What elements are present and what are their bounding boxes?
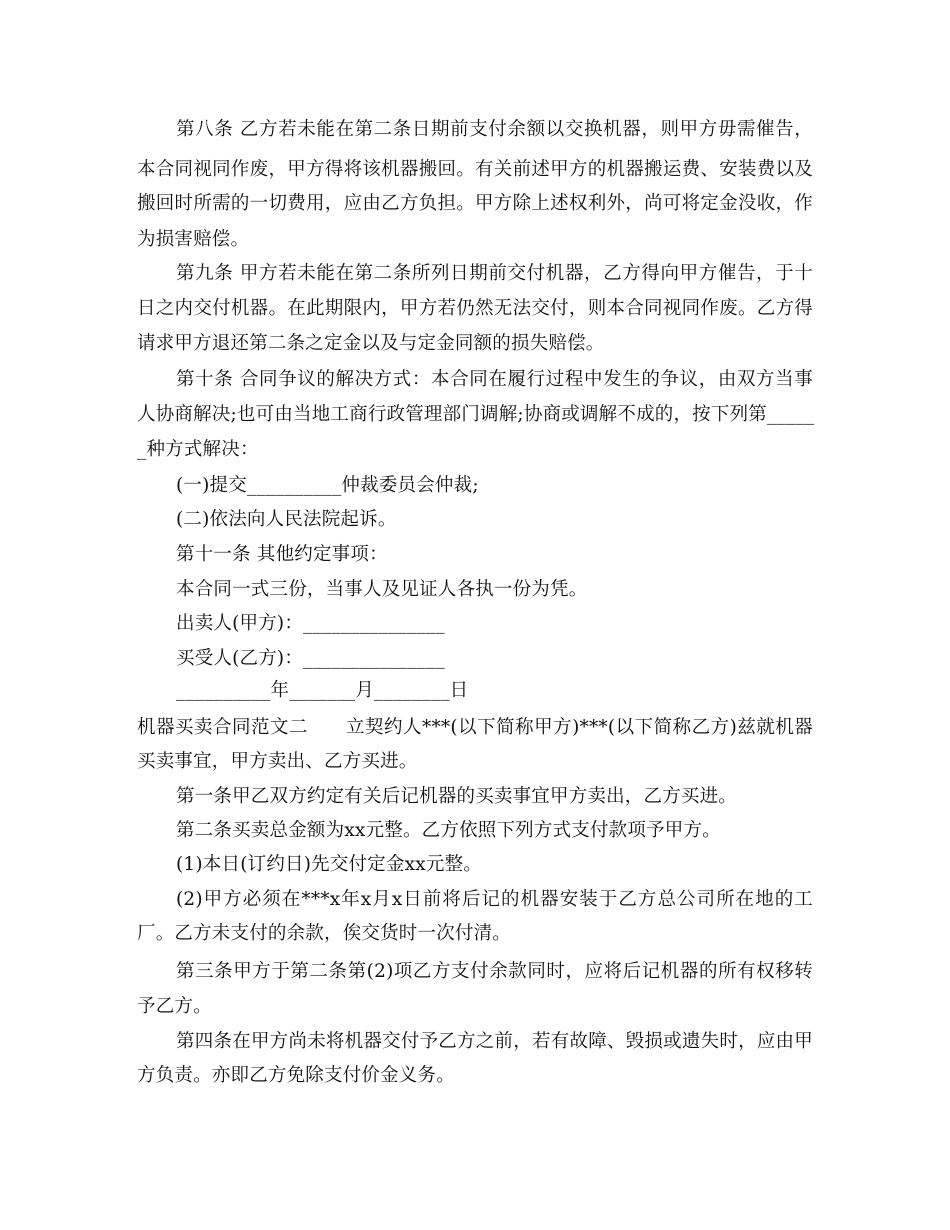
sample-2-item-1-line: (1)本日(订约日)先交付定金xx元整。 [176,854,483,875]
sample-2-article-3-line-2: 予乙方。 [137,996,212,1017]
sample-2-article-3-line-1: 第三条甲方于第二条第(2)项乙方支付余款同时，应将后记机器的所有权移转 [176,961,813,982]
article-8-line-3: 搬回时所需的一切费用，应由乙方负担。甲方除上述权利外，尚可将定金没收，作 [137,193,813,214]
article-9-line-2: 日之内交付机器。在此期限内，甲方若仍然无法交付，则本合同视同作废。乙方得 [137,298,813,319]
sample-2-item-2-line-1: (2)甲方必须在***x年x月x日前将后记的机器安装于乙方总公司所在地的工 [176,889,813,910]
article-9-line-1: 第九条 甲方若未能在第二条所列日期前交付机器，乙方得向甲方催告，于十 [176,263,813,284]
copies-line: 本合同一式三份，当事人及见证人各执一份为凭。 [176,579,588,600]
sample-2-intro-line: 买卖事宜，甲方卖出、乙方买进。 [137,751,418,772]
option-2-line: (二)依法向人民法院起诉。 [176,509,397,530]
buyer-signature-line: 买受人(乙方)：_______________ [176,648,445,669]
article-9-line-3: 请求甲方退还第二条之定金以及与定金同额的损失赔偿。 [137,333,605,354]
seller-signature-line: 出卖人(甲方)：_______________ [176,613,445,634]
article-8-line-1: 第八条 乙方若未能在第二条日期前支付余额以交换机器，则甲方毋需催告， [176,119,813,140]
sample-2-article-4-line-2: 方负责。亦即乙方免除支付价金义务。 [137,1065,455,1086]
sample-2-article-4-line-1: 第四条在甲方尚未将机器交付予乙方之前，若有故障、毁损或遗失时，应由甲 [176,1031,813,1052]
article-8-line-2: 本合同视同作废，甲方得将该机器搬回。有关前述甲方的机器搬运费、安装费以及 [137,159,813,180]
article-10-line-3: _种方式解决： [137,439,259,460]
article-10-line-2: 人协商解决;也可由当地工商行政管理部门调解;协商或调解不成的，按下列第_____ [137,404,815,425]
article-11-line: 第十一条 其他约定事项： [176,544,388,565]
sample-2-article-2-line: 第二条买卖总金额为xx元整。乙方依照下列方式支付款项予甲方。 [176,820,721,841]
date-line: __________年_______月________日 [176,680,469,701]
article-10-line-1: 第十条 合同争议的解决方式：本合同在履行过程中发生的争议，由双方当事 [176,369,813,390]
sample-2-item-2-line-2: 厂。乙方未支付的余款，俟交货时一次付清。 [137,923,512,944]
sample-2-heading-line: 机器买卖合同范文二 立契约人***(以下简称甲方)***(以下简称乙方)兹就机器 [137,717,813,738]
article-8-line-4: 为损害赔偿。 [137,229,250,250]
option-1-line: (一)提交__________仲裁委员会仲裁; [176,475,479,496]
sample-2-article-1-line: 第一条甲乙双方约定有关后记机器的买卖事宜甲方卖出，乙方买进。 [176,786,738,807]
